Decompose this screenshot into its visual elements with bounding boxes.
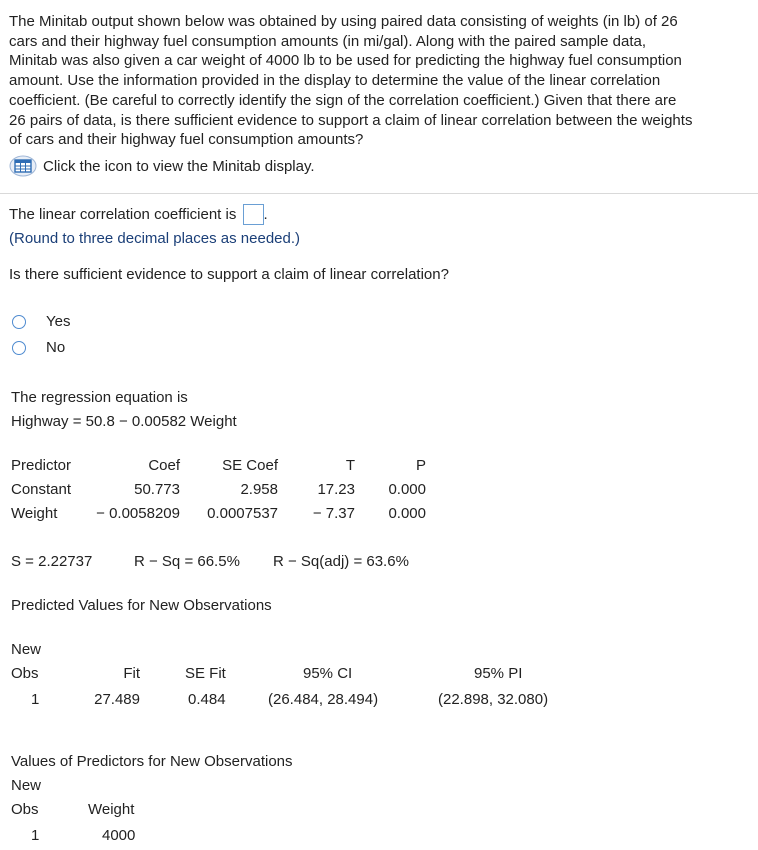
rsq-value: R − Sq = 66.5%: [134, 553, 240, 570]
pv-header-weight: Weight: [88, 801, 135, 818]
predicted-values-title: Predicted Values for New Observations: [11, 597, 272, 614]
coef-row-secoef: 2.958: [240, 481, 278, 498]
coef-row-coef: 50.773: [134, 481, 180, 498]
s-value: S = 2.22737: [11, 553, 93, 570]
problem-line: coefficient. (Be careful to correctly identify the sign of the correlation coefficient.) Given that there are: [9, 91, 677, 109]
divider: [0, 193, 758, 194]
problem-line: Minitab was also given a car weight of 4000 lb to be used for predicting the highway fuel consumption: [9, 52, 682, 70]
pred-row-sefit: 0.484: [188, 691, 226, 708]
correlation-question-period: .: [263, 206, 268, 223]
coef-row-secoef: 0.0007537: [207, 505, 278, 522]
pv-header-new: New: [11, 777, 42, 794]
coef-header-secoef: SE Coef: [222, 457, 278, 474]
coef-header-t: T: [345, 457, 355, 474]
pred-header-ci: 95% CI: [303, 665, 353, 682]
radio-yes[interactable]: [12, 315, 26, 329]
coef-row-t: − 7.37: [312, 505, 355, 522]
option-no-label[interactable]: No: [46, 339, 66, 356]
table-icon[interactable]: [9, 155, 37, 177]
predictor-values-title: Values of Predictors for New Observations: [11, 753, 293, 770]
pred-row-pi: (22.898, 32.080): [438, 691, 549, 708]
problem-statement: [9, 12, 753, 150]
pred-header-sefit: SE Fit: [185, 665, 226, 682]
radio-no[interactable]: [12, 341, 26, 355]
correlation-answer-input[interactable]: [243, 204, 264, 225]
coef-row-predictor: Weight: [11, 505, 58, 522]
coef-header-coef: Coef: [148, 457, 180, 474]
problem-line: cars and their highway fuel consumption amounts (in mi/gal). Along with the paired sample data,: [9, 32, 647, 50]
regression-equation: Highway = 50.8 − 0.00582 Weight: [11, 413, 237, 430]
pred-header-new: New: [11, 641, 42, 658]
pv-row-weight: 4000: [102, 827, 136, 844]
coef-row-p: 0.000: [388, 505, 426, 522]
coef-header-predictor: Predictor: [11, 457, 72, 474]
minitab-display-link[interactable]: [9, 155, 315, 177]
correlation-question-text: The linear correlation coefficient is: [9, 206, 237, 223]
pred-header-obs: Obs: [11, 665, 39, 682]
pred-header-fit: Fit: [123, 665, 140, 682]
evidence-question: Is there sufficient evidence to support a claim of linear correlation?: [9, 266, 449, 283]
rounding-hint: (Round to three decimal places as needed.): [9, 230, 301, 247]
option-yes-label[interactable]: Yes: [46, 313, 71, 330]
problem-line: amount. Use the information provided in the display to determine the value of the linear correlation: [9, 72, 661, 90]
pv-header-obs: Obs: [11, 801, 39, 818]
pred-header-pi: 95% PI: [474, 665, 523, 682]
rsq-adj-value: R − Sq(adj) = 63.6%: [273, 553, 409, 570]
pv-row-obs: 1: [31, 827, 40, 844]
coef-row-t: 17.23: [317, 481, 355, 498]
regression-title: The regression equation is: [11, 389, 188, 406]
problem-line: The Minitab output shown below was obtained by using paired data consisting of weights (in lb) of 26: [9, 13, 678, 30]
correlation-question: [9, 204, 268, 225]
pred-row-obs: 1: [31, 691, 40, 708]
coef-header-p: P: [415, 457, 426, 474]
coef-row-coef: − 0.0058209: [96, 505, 180, 522]
minitab-link-label[interactable]: Click the icon to view the Minitab display.: [43, 157, 315, 175]
pred-row-ci: (26.484, 28.494): [268, 691, 379, 708]
problem-line: of cars and their highway fuel consumption amounts?: [9, 131, 364, 149]
coef-row-predictor: Constant: [11, 481, 72, 498]
pred-row-fit: 27.489: [94, 691, 140, 708]
problem-line: 26 pairs of data, is there sufficient evidence to support a claim of linear correlation between the weights: [9, 111, 693, 129]
coef-row-p: 0.000: [388, 481, 426, 498]
